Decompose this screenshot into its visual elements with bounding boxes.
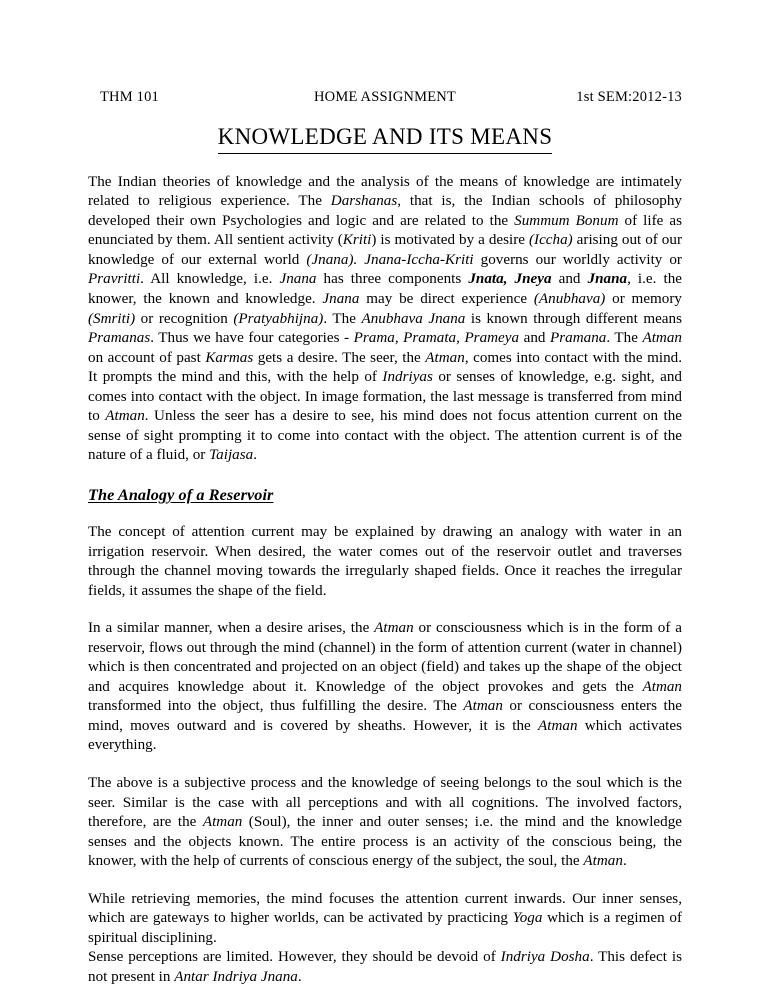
running-header: [88, 84, 682, 110]
paragraph-introduction: [88, 173, 682, 466]
document-content: [88, 84, 682, 987]
term-indriya-dosha: Indriya Dosha: [500, 949, 590, 966]
page-title-text: KNOWLEDGE AND ITS MEANS: [218, 123, 553, 154]
text-run: . The: [323, 310, 362, 327]
term-yoga: Yoga: [512, 910, 543, 927]
term-prama-pramata-prameya: Prama, Pramata, Prameya: [353, 330, 520, 347]
paragraph-subjective-process: [88, 774, 682, 872]
spacer: [88, 872, 682, 890]
term-atman-2: Atman: [583, 853, 623, 870]
text-run: or senses of knowledge, e.g. sight, and comes into contact with the object. In image formation, the last message is transferred from mind to: [88, 369, 682, 425]
text-run: is known through different means: [465, 310, 682, 327]
term-karmas: Karmas: [205, 349, 254, 366]
term-atman: Atman: [202, 814, 243, 831]
paragraph-similar-manner: [88, 619, 682, 756]
text-run: The Indian theories of knowledge and the analysis of the means of knowledge are intimately related to religious experience. The: [88, 173, 682, 210]
text-run: gets a desire. The seer, the: [253, 349, 426, 366]
term-jnana: Jnana: [279, 271, 317, 288]
term-jnata-jneya: Jnata, Jneya: [468, 271, 552, 288]
term-atman-3: Atman: [463, 698, 503, 715]
text-run: The above is a subjective process and the knowledge of seeing belongs to the soul which is the seer. Similar is the case with all perceptions and with all cognitions. The involved factors, therefore, are the: [88, 774, 682, 831]
term-summum-bonum: Summum Bonum: [514, 212, 619, 229]
term-indriyas: Indriyas: [382, 369, 433, 386]
text-run: or consciousness which is in the form of a reservoir, flows out through the mind (channel) in the form of attention current (water in channel) which is then concentrated and projected on an object (field) and takes up the shape of the object and acquires knowledge about it. Knowledge of the object provokes and gets the: [88, 620, 682, 695]
term-atman: Atman: [374, 620, 414, 637]
text-run: .: [253, 447, 258, 464]
text-run: and: [551, 271, 588, 288]
term-smriti: (Smriti): [88, 310, 136, 327]
spacer: [88, 154, 682, 173]
text-run: or memory: [605, 291, 682, 308]
text-run: . All knowledge, i.e.: [140, 271, 280, 288]
text-run: which activates everything.: [88, 717, 682, 754]
term-antar-indriya-jnana: Antar Indriya Jnana: [174, 968, 298, 985]
text-run: In a similar manner, when a desire arises, the: [88, 620, 375, 637]
text-run: and: [519, 330, 551, 347]
text-run: , that is, the Indian schools of philosophy developed their own Psychologies and logic and are related to the: [88, 193, 682, 229]
text-run: . Unless the seer has a desire to see, his mind does not focus attention current on the sense of sight prompting it to come into contact with the object. The attention current is of the nature of a fluid, or: [88, 408, 682, 464]
term-atman-2: Atman: [642, 678, 682, 695]
term-jnana-bold: Jnana: [587, 271, 628, 288]
text-run: has three components: [316, 271, 469, 288]
term-jnana-iccha-kriti: (Jnana). Jnana-Iccha-Kriti: [306, 251, 474, 268]
text-run: which is a regimen of spiritual disciplining.: [88, 910, 682, 946]
page-title: [88, 123, 682, 154]
term-taijasa: Taijasa: [209, 447, 254, 464]
header-assignment-type: HOME ASSIGNMENT: [314, 89, 456, 105]
spacer: [88, 756, 682, 774]
term-pratyabhijna: (Pratyabhijna): [233, 310, 324, 327]
text-run: may be direct experience: [359, 291, 534, 308]
term-pramana: Pramana: [550, 330, 607, 347]
term-iccha: (Iccha): [528, 232, 573, 249]
text-run: on account of past: [88, 349, 206, 366]
text-run: ) is motivated by a desire: [371, 232, 529, 249]
section-heading-analogy: The Analogy of a Reservoir: [88, 485, 274, 504]
text-run: . The: [606, 330, 643, 347]
text-run: arising out of our knowledge of our external world: [88, 232, 682, 268]
paragraph-retrieving-memories: [88, 890, 682, 949]
text-run: . This defect is not present in: [88, 949, 682, 985]
text-run: , i.e. the knower, the known and knowledge.: [88, 271, 683, 308]
text-run: of life as enunciated by them. All sentient activity (: [88, 212, 682, 249]
term-kriti: Kriti: [342, 232, 372, 249]
term-darshanas: Darshanas: [330, 193, 398, 210]
term-anubhava-jnana: Anubhava Jnana: [361, 310, 466, 327]
term-atman-4: Atman: [538, 717, 578, 734]
text-run: or recognition: [135, 310, 234, 327]
term-atman-3: Atman: [105, 408, 145, 425]
paragraph-sense-perceptions: [88, 948, 682, 987]
text-run: .: [622, 853, 627, 870]
term-pramanas: Pramanas: [88, 330, 151, 347]
text-run: governs our worldly activity or: [473, 251, 682, 268]
term-anubhava: (Anubhava): [533, 291, 606, 308]
header-semester: 1st SEM:2012-13: [576, 89, 682, 105]
term-atman-2: Atman: [425, 349, 465, 366]
spacer: [88, 505, 682, 523]
term-pravritti: Pravritti: [88, 271, 141, 288]
text-run: (Soul), the inner and outer senses; i.e. the mind and the knowledge senses and the objects known. The entire process is an activity of the conscious being, the knower, with the help of currents of conscious energy of the subject, the soul, the: [88, 814, 682, 870]
term-jnana-2: Jnana: [322, 291, 360, 308]
text-run: . Thus we have four categories -: [150, 330, 354, 347]
spacer: [88, 601, 682, 619]
spacer: [88, 466, 682, 485]
text-run: .: [297, 968, 302, 985]
text-run: Sense perceptions are limited. However, they should be devoid of: [88, 949, 501, 966]
text-run: or consciousness enters the mind, moves outward and is covered by sheaths. However, it is the: [88, 698, 682, 734]
text-run: , comes into contact with the mind. It prompts the mind and this, with the help of: [88, 349, 682, 386]
term-atman: Atman: [642, 330, 682, 347]
text-run: transformed into the object, thus fulfilling the desire. The: [88, 698, 464, 715]
paragraph-reservoir-analogy: The concept of attention current may be explained by drawing an analogy with water in an irrigation reservoir. When desired, the water comes out of the reservoir outlet and traverses through the channel moving towards the irregularly shaped fields. Once it reaches the irregular fields, it assumes the shape of the field.: [88, 523, 682, 599]
text-run: While retrieving memories, the mind focuses the attention current inwards. Our inner senses, which are gateways to higher worlds, can be activated by practicing: [88, 890, 682, 927]
header-course-code: THM 101: [100, 89, 159, 105]
